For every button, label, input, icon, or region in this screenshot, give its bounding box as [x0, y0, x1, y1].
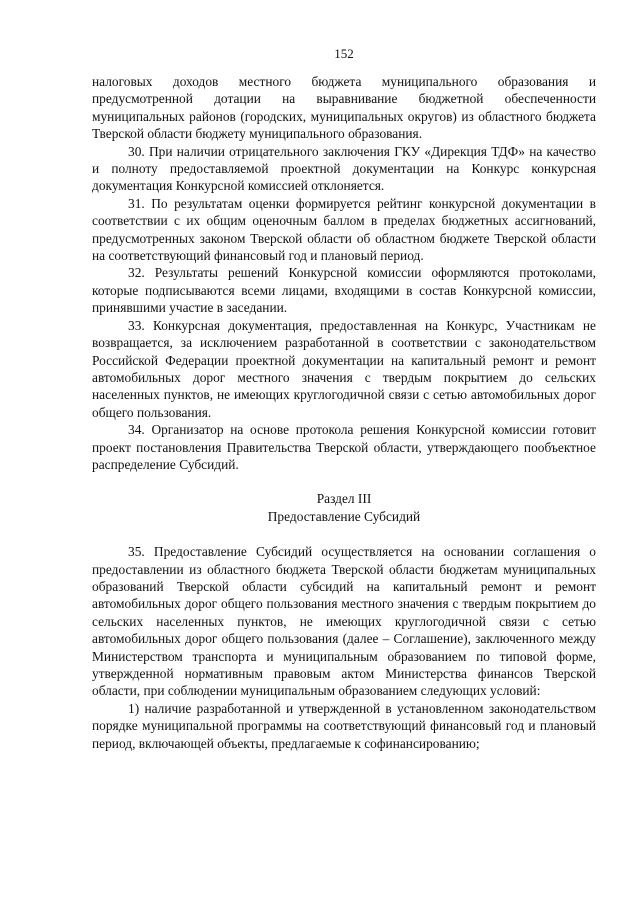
- document-body: [92, 73, 596, 752]
- section-title: Предоставление Субсидий: [267, 508, 421, 524]
- paragraph-continuation: налоговых доходов местного бюджета муниципального образования и предусмотренной дотации на выравнивание бюджетной обеспеченности муниципальных районов (городских, муниципальных округов) из областного бюджета Тверской области бюджету муниципального образования.: [92, 74, 596, 142]
- paragraph-33: 33. Конкурсная документация, предоставленная на Конкурс, Участникам не возвращается, за исключением разработанной в соответствии с законодательством Российской Федерации проектной документации на капитальный ремонт и ремонт автомобильных дорог местного значения с твердым покрытием до сельских населенных пунктов, не имеющих круглогодичной связи с сетью автомобильных дорог общего пользования.: [92, 317, 596, 420]
- paragraph-35-item-1: 1) наличие разработанной и утвержденной в установленном законодательством порядке муниципальной программы на соответствующий финансовый год и плановый период, включающей объекты, предлагаемые к софинансированию;: [92, 700, 596, 751]
- section-heading: [92, 490, 596, 525]
- page-number: 152: [334, 46, 354, 61]
- paragraph-31: 31. По результатам оценки формируется рейтинг конкурсной документации в соответствии с их общим оценочным баллом в пределах бюджетных ассигнований, предусмотренных законом Тверской области об областном бюджете Тверской области на соответствующий финансовый год и плановый период.: [92, 195, 596, 264]
- paragraph-30: 30. При наличии отрицательного заключения ГКУ «Дирекция ТДФ» на качество и полноту предоставляемой проектной документации на Конкурс конкурсная документация Конкурсной комиссией отклоняется.: [92, 143, 596, 194]
- paragraph-32: 32. Результаты решений Конкурсной комиссии оформляются протоколами, которые подписываются всеми лицами, входящими в состав Конкурсной комиссии, принявшими участие в заседании.: [92, 265, 596, 316]
- section-number: Раздел III: [316, 491, 372, 507]
- paragraph-34: 34. Организатор на основе протокола решения Конкурсной комиссии готовит проект постановления Правительства Тверской области, утверждающего пообъектное распределение Субсидий.: [92, 422, 596, 472]
- paragraph-35: 35. Предоставление Субсидий осуществляется на основании соглашения о предоставлении из областного бюджета Тверской области бюджетам муниципальных образований Тверской области субсидий на капитальный ремонт и ремонт автомобильных дорог общего пользования местного значения с твердым покрытием до сельских населенных пунктов, не имеющих круглогодичной связи с сетью автомобильных дорог общего пользования (далее – Соглашение), заключенного между Министерством транспорта и муниципальным образованием по типовой форме, утвержденной нормативным правовым актом Министерства финансов Тверской области, при соблюдении муниципальным образованием следующих условий:: [92, 544, 596, 699]
